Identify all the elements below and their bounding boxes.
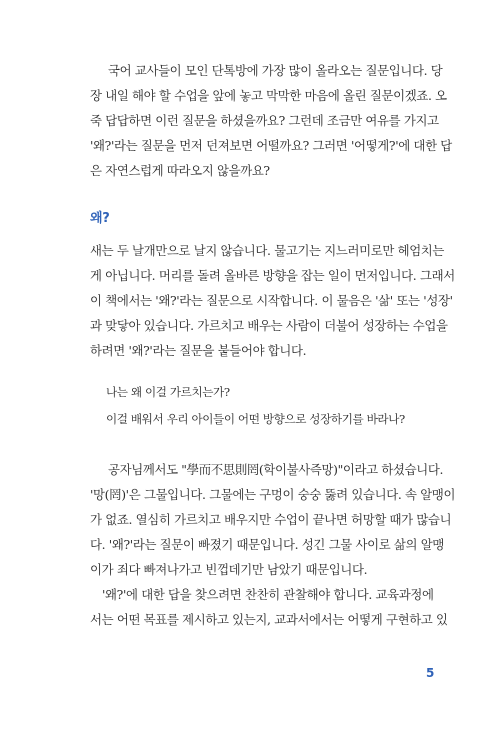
body-paragraph <box>90 238 455 363</box>
intro-paragraph <box>90 58 452 183</box>
text-line: 과 맞닿아 있습니다. 가르치고 배우는 사람이 더불어 성장하는 수업을 <box>90 318 448 333</box>
text-line: 이 책에서는 '왜?'라는 질문으로 시작합니다. 이 물음은 '삶' 또는 '성장' <box>90 293 453 308</box>
text-line: '망(罔)'은 그물입니다. 그물에는 구멍이 숭숭 뚫려 있습니다. 속 알맹이 <box>90 487 456 502</box>
text-line: 새는 두 날개만으로 날지 않습니다. 물고기는 지느러미로만 헤엄치는 <box>90 243 445 258</box>
quote-block <box>106 379 426 433</box>
text-line: 국어 교사들이 모인 단톡방에 가장 많이 올라오는 질문입니다. 당 <box>108 63 443 78</box>
text-line: '왜?'에 대한 답을 찾으려면 찬찬히 관찰해야 합니다. 교육과정에 <box>102 587 434 602</box>
text-line: 죽 답답하면 이런 질문을 하셨을까요? 그런데 조금만 여유를 가지고 <box>90 113 439 128</box>
text-line: 가 없죠. 열심히 가르치고 배우지만 수업이 끝나면 허망할 때가 많습니 <box>90 512 452 527</box>
text-line: 서는 어떤 목표를 제시하고 있는지, 교과서에서는 어떻게 구현하고 있 <box>90 612 448 627</box>
section-heading: 왜? <box>90 211 110 226</box>
text-line: '왜?'라는 질문을 먼저 던져보면 어떨까요? 그러면 '어떻게?'에 대한 답 <box>90 138 452 153</box>
quote-line: 나는 왜 이걸 가르치는가? <box>106 385 230 399</box>
page-number: 5 <box>426 666 435 680</box>
text-line: 공자님께서도 "學而不思則罔(학이불사즉망)"이라고 하셨습니다. <box>108 462 444 477</box>
text-line: 다. '왜?'라는 질문이 빠졌기 때문입니다. 성긴 그물 사이로 삶의 알맹 <box>90 537 444 552</box>
text-line: 이가 죄다 빠져나가고 빈껍데기만 남았기 때문입니다. <box>90 562 368 577</box>
text-line: 게 아닙니다. 머리를 돌려 올바른 방향을 잡는 일이 먼저입니다. 그래서 <box>90 268 455 283</box>
text-line: 장 내일 해야 할 수업을 앞에 놓고 막막한 마음에 올린 질문이겠죠. 오 <box>90 88 447 103</box>
quote-line: 이걸 배워서 우리 아이들이 어떤 방향으로 성장하기를 바라나? <box>106 412 405 426</box>
text-line: 은 자연스럽게 따라오지 않을까요? <box>90 163 270 178</box>
text-line: 하려면 '왜?'라는 질문을 붙들어야 합니다. <box>90 343 307 358</box>
body-paragraph <box>90 457 456 632</box>
